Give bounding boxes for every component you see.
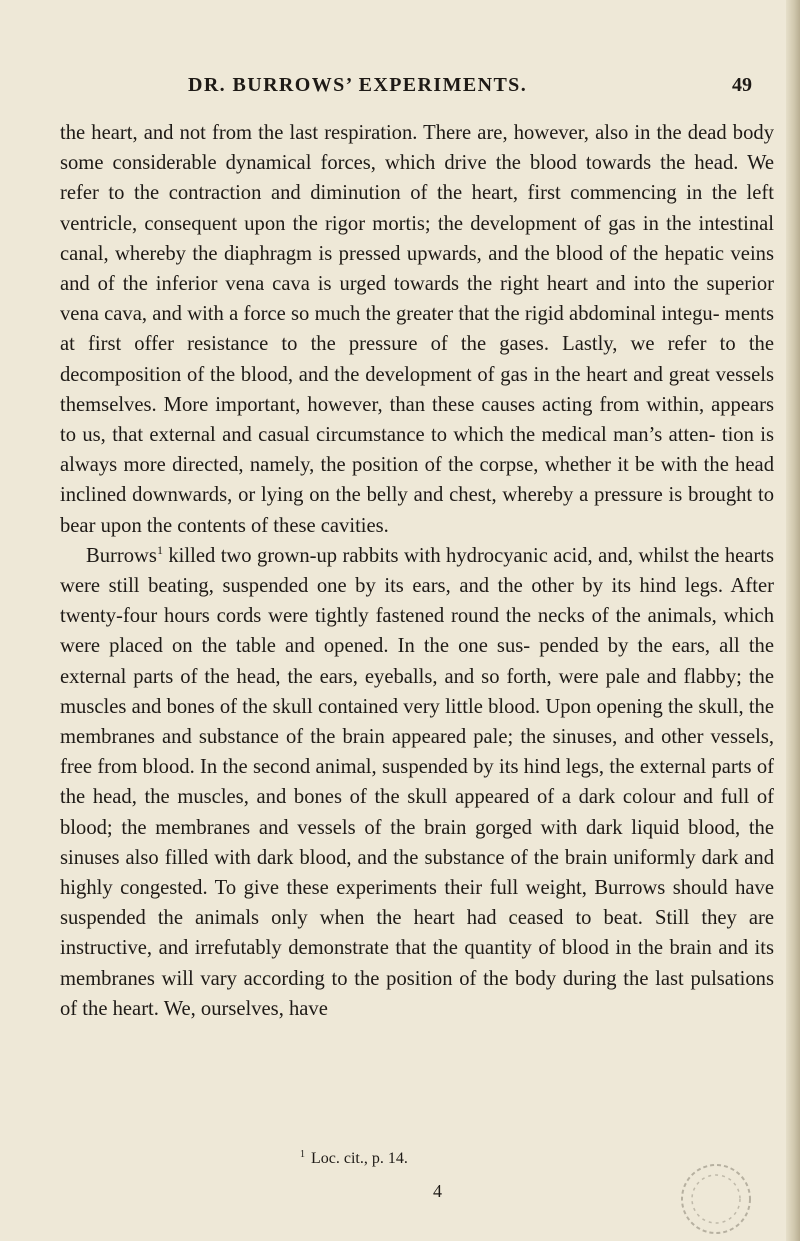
footnote-text: Loc. cit., p. 14. xyxy=(311,1150,408,1167)
footnote-reference: 1 xyxy=(156,542,163,557)
signature-mark: 4 xyxy=(433,1181,442,1201)
page-number: 49 xyxy=(732,74,752,96)
library-stamp-icon xyxy=(668,1155,758,1237)
page-header xyxy=(0,74,800,104)
paragraph-2-start: Burrows xyxy=(86,544,157,567)
page-edge xyxy=(786,0,800,1241)
running-head: DR. BURROWS’ EXPERIMENTS. xyxy=(188,74,528,96)
paragraph-2 xyxy=(60,541,774,1024)
body-text xyxy=(60,118,774,1024)
paragraph-1: the heart, and not from the last respiration. There are, however, also in the dead body some considerable dynamical forces, which drive the blood towards the head. We refer to the contraction and diminution of the heart, first commencing in the left ventricle, consequent upon the rigor mortis; the development of gas in the intestinal canal, whereby the diaphragm is pressed upwards, and the blood of the hepatic veins and of the inferior vena cava is urged towards the right heart and into the superior vena cava, and with a force so much the greater that the rigid abdominal integu- ments at first offer resistance to the pressure of the gases. Lastly, we refer to the decomposition of the blood, and the development of gas in the heart and great vessels themselves. More important, however, than these causes acting from within, appears to us, that external and casual circumstance to which the medical man’s atten- tion is always more directed, namely, the position of the corpse, whether it be with the head inclined downwards, or lying on the belly and chest, whereby a pressure is brought to bear upon the contents of these cavities. xyxy=(60,122,774,537)
footnote xyxy=(300,1150,408,1168)
paragraph-2-rest: killed two grown-up rabbits with hydrocyanic acid, and, whilst the hearts were still beating, suspended one by its ears, and the other by its hind legs. After twenty-four hours cords were tightly fastened round the necks of the animals, which were placed on the table and opened. In the one sus- pended by the ears, all the external parts of the head, the ears, eyeballs, and so forth, were pale and flabby; the muscles and bones of the skull contained very little blood. Upon opening the skull, the membranes and substance of the brain appeared pale; the sinuses, and other vessels, free from blood. In the second animal, suspended by its hind legs, the external parts of the head, the muscles, and bones of the skull appeared of a dark colour and full of blood; the membranes and vessels of the brain gorged with dark liquid blood, the sinuses also filled with dark blood, and the substance of the brain uniformly dark and highly congested. To give these experiments their full weight, Burrows should have suspended the animals only when the heart had ceased to beat. Still they are instructive, and irrefutably demonstrate that the quantity of blood in the brain and its membranes will vary according to the position of the body during the last pulsations of the heart. We, ourselves, have xyxy=(60,544,774,1020)
footnote-marker: 1 xyxy=(300,1149,305,1160)
